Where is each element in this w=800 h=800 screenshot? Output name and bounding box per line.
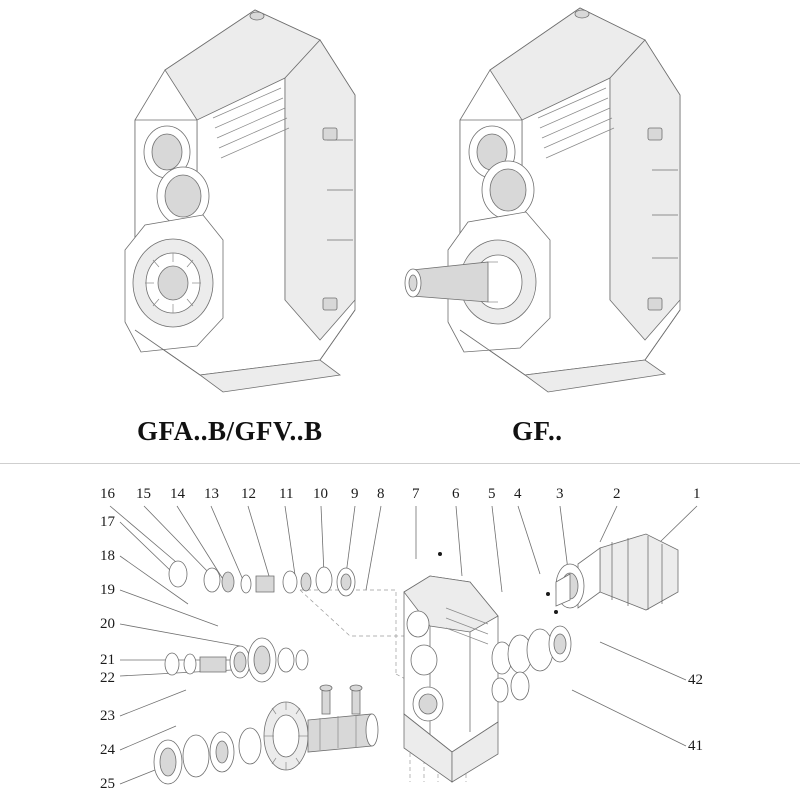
callout-11: 11: [279, 486, 294, 502]
gear-unit-right-illustration: [400, 0, 710, 395]
callout-20: 20: [100, 616, 115, 632]
callout-18: 18: [100, 548, 115, 564]
callout-19: 19: [100, 582, 115, 598]
callout-17: 17: [100, 514, 115, 530]
callout-16: 16: [100, 486, 115, 502]
callout-2: 2: [613, 486, 621, 502]
callout-24: 24: [100, 742, 115, 758]
callout-1: 1: [693, 486, 701, 502]
callout-13: 13: [204, 486, 219, 502]
callout-14: 14: [170, 486, 185, 502]
callout-23: 23: [100, 708, 115, 724]
callout-22: 22: [100, 670, 115, 686]
callout-8: 8: [377, 486, 385, 502]
exploded-diagram-graphics: [0, 464, 800, 800]
exploded-view-area: [0, 464, 800, 800]
callout-41: 41: [688, 738, 703, 754]
callout-6: 6: [452, 486, 460, 502]
gear-unit-left-illustration: [105, 0, 385, 395]
callout-25: 25: [100, 776, 115, 792]
callout-5: 5: [488, 486, 496, 502]
callout-7: 7: [412, 486, 420, 502]
caption-right-unit: GF..: [512, 416, 563, 446]
caption-left-unit: GFA..B/GFV..B: [137, 416, 323, 446]
callout-4: 4: [514, 486, 522, 502]
callout-9: 9: [351, 486, 359, 502]
callout-10: 10: [313, 486, 328, 502]
callout-42: 42: [688, 672, 703, 688]
callout-12: 12: [241, 486, 256, 502]
callout-3: 3: [556, 486, 564, 502]
callout-21: 21: [100, 652, 115, 668]
callout-15: 15: [136, 486, 151, 502]
